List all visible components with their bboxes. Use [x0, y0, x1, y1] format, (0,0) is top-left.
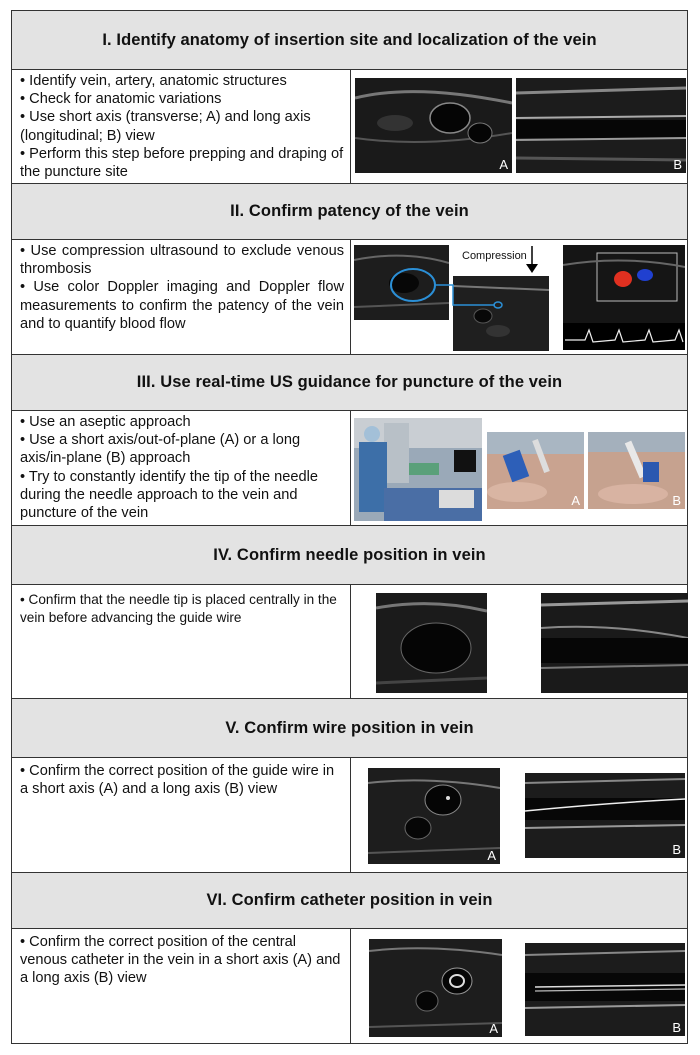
- step-5-text: [12, 758, 351, 872]
- step-1-title: I. Identify anatomy of insertion site and localization of the vein: [102, 30, 597, 49]
- step-2-bullet: • Use color Doppler imaging and Doppler flow measurements to confirm the patency of the vein and to quantify blood flow: [20, 279, 344, 332]
- step-3-bullet: • Use a short axis/out-of-plane (A) or a long axis/in-plane (B) approach: [20, 432, 301, 467]
- step-5-bullet: • Confirm the correct position of the guide wire in a short axis (A) and a long axis (B) view: [20, 763, 335, 798]
- procedure-room-photo: [354, 418, 482, 521]
- compression-label: Compression: [462, 250, 527, 262]
- step-1-bullet: • Check for anatomic variations: [20, 91, 222, 108]
- image-label-a: A: [499, 157, 508, 172]
- zoom-connector-icon: [390, 265, 510, 313]
- image-label-a: A: [571, 493, 580, 508]
- step-2-title: II. Confirm patency of the vein: [230, 202, 469, 220]
- step-6-header: [12, 872, 687, 929]
- image-label-b: B: [673, 157, 682, 172]
- step-1-bullet: • Use short axis (transverse; A) and long axis (longitudinal; B) view: [20, 109, 311, 144]
- step-1-bullet: • Identify vein, artery, anatomic structures: [20, 73, 287, 89]
- step-5-title: V. Confirm wire position in vein: [225, 718, 474, 737]
- catheter-long-axis-image: [525, 943, 685, 1036]
- needle-approach-photo-b: [588, 432, 685, 509]
- step-1-header: [12, 10, 687, 70]
- step-6-bullet: • Confirm the correct position of the central venous catheter in the vein in a short axis (A) and a long axis (B) view: [20, 934, 341, 987]
- step-2-header: [12, 183, 687, 240]
- step-3-bullet: • Use an aseptic approach: [20, 414, 191, 430]
- catheter-short-axis-image: [369, 939, 502, 1037]
- image-label-b: B: [672, 493, 681, 508]
- step-2-text: [12, 240, 351, 354]
- step-3-text: [12, 411, 351, 525]
- step-3-bullet: • Try to constantly identify the tip of the needle during the needle approach to the vein and puncture of the vein: [20, 468, 318, 522]
- step-4-bullet: • Confirm that the needle tip is placed centrally in the vein before advancing the guide wire: [20, 592, 337, 625]
- step-1-bullet: • Perform this step before prepping and draping of the puncture site: [20, 145, 344, 181]
- step-3-header: [12, 354, 687, 411]
- needle-in-vein-short-axis-image: [376, 593, 487, 693]
- step-6-text: [12, 929, 351, 1043]
- step-1-text: [12, 70, 351, 183]
- step-2-bullet: • Use compression ultrasound to exclude venous thrombosis: [20, 243, 344, 278]
- needle-approach-photo-a: [487, 432, 584, 509]
- ultrasound-short-axis-image: [355, 78, 512, 173]
- step-6-title: VI. Confirm catheter position in vein: [206, 891, 493, 909]
- image-label-b: B: [672, 842, 681, 857]
- color-doppler-image: [563, 245, 685, 350]
- image-label-b: B: [672, 1020, 681, 1035]
- needle-in-vein-long-axis-image: [541, 593, 688, 693]
- step-4-header: [12, 525, 687, 585]
- step-4-text: [12, 585, 351, 698]
- ultrasound-long-axis-image: [516, 78, 686, 173]
- step-3-title: III. Use real-time US guidance for puncture of the vein: [136, 373, 563, 391]
- wire-short-axis-image: [368, 768, 500, 864]
- image-label-a: A: [487, 848, 496, 863]
- compression-arrow-icon: [525, 246, 539, 274]
- image-label-a: A: [489, 1021, 498, 1036]
- step-5-header: [12, 698, 687, 758]
- wire-long-axis-image: [525, 773, 685, 858]
- step-4-title: IV. Confirm needle position in vein: [213, 545, 486, 564]
